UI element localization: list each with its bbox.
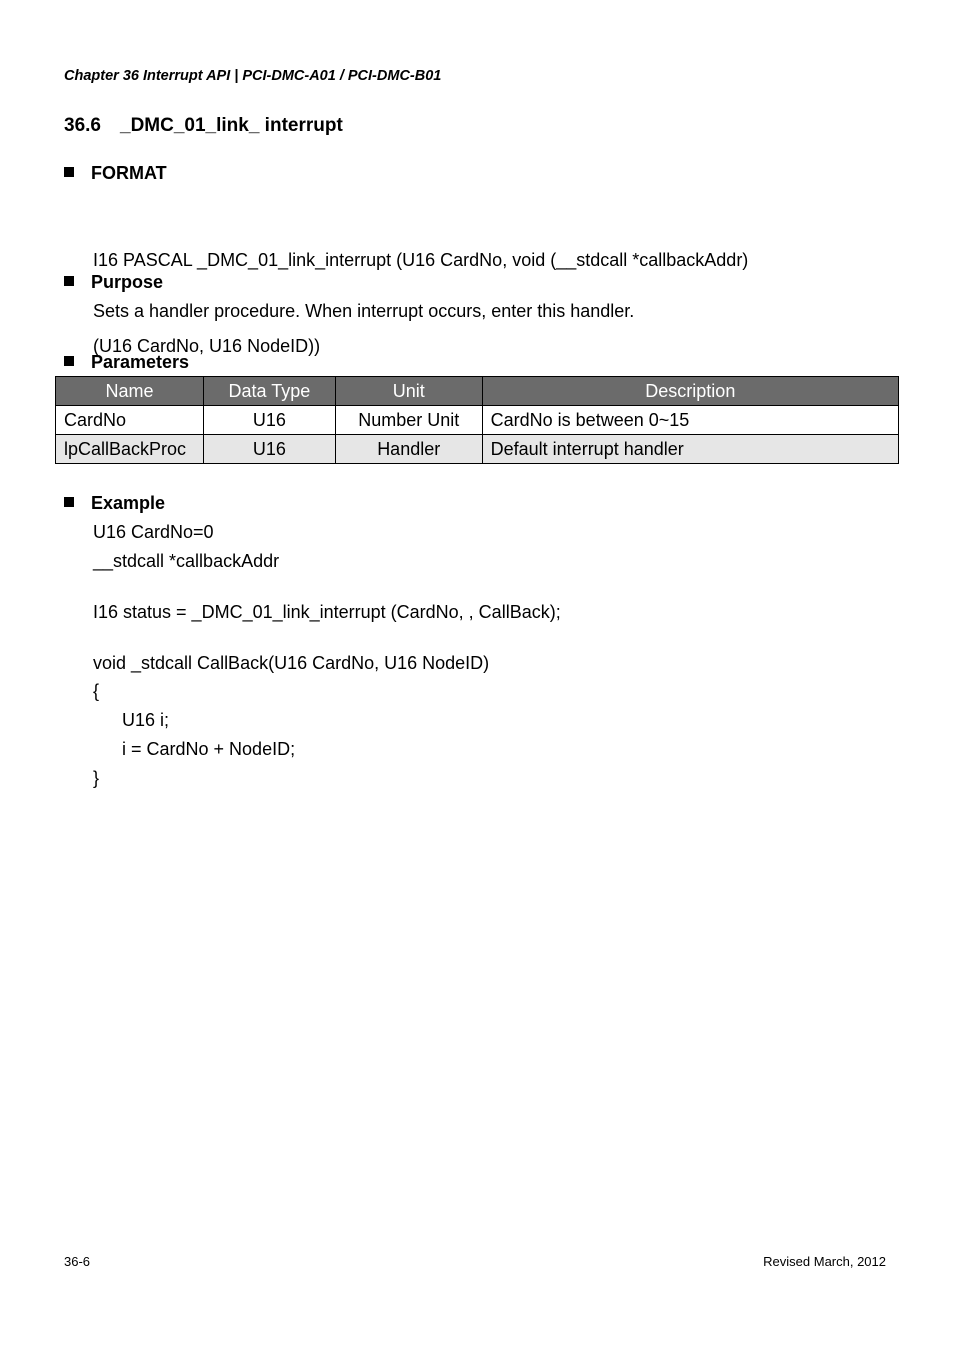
param-type: U16 xyxy=(203,406,335,435)
page-number: 36-6 xyxy=(64,1254,91,1269)
square-bullet-icon xyxy=(64,167,74,177)
table-row xyxy=(56,435,899,464)
purpose-heading-text: Purpose xyxy=(91,272,164,292)
example-line: } xyxy=(93,768,100,788)
param-description: Default interrupt handler xyxy=(482,435,898,464)
example-line: I16 status = _DMC_01_link_interrupt (CardNo, , CallBack); xyxy=(93,602,561,622)
column-header: Description xyxy=(482,377,898,406)
purpose-heading xyxy=(64,272,163,293)
format-line: (U16 CardNo, U16 NodeID)) xyxy=(93,335,321,356)
square-bullet-icon xyxy=(64,356,74,366)
table-row xyxy=(56,406,899,435)
example-line: __stdcall *callbackAddr xyxy=(93,551,280,571)
column-header: Unit xyxy=(335,377,482,406)
format-signature xyxy=(93,189,748,389)
section-title xyxy=(64,115,343,137)
param-unit: Number Unit xyxy=(335,406,482,435)
section-title-text: _DMC_01_link_ interrupt xyxy=(120,115,343,136)
example-line: { xyxy=(93,681,100,701)
example-line: void _stdcall CallBack(U16 CardNo, U16 NodeID) xyxy=(93,653,490,673)
format-line: I16 PASCAL _DMC_01_link_interrupt (U16 CardNo, void (__stdcall *callbackAddr) xyxy=(93,250,749,270)
example-line: U16 i; xyxy=(122,710,170,730)
purpose-text: Sets a handler procedure. When interrupt occurs, enter this handler. xyxy=(93,301,635,321)
format-heading-text: FORMAT xyxy=(91,163,167,183)
param-name: lpCallBackProc xyxy=(56,435,204,464)
param-description: CardNo is between 0~15 xyxy=(482,406,898,435)
param-name: CardNo xyxy=(56,406,204,435)
example-heading xyxy=(64,493,165,514)
table-header-row xyxy=(56,377,899,406)
column-header: Data Type xyxy=(203,377,335,406)
parameters-heading-text: Parameters xyxy=(91,352,190,372)
parameters-heading xyxy=(64,352,189,373)
format-heading xyxy=(64,163,167,184)
example-line: i = CardNo + NodeID; xyxy=(122,739,296,759)
param-type: U16 xyxy=(203,435,335,464)
column-header: Name xyxy=(56,377,204,406)
parameters-table xyxy=(55,376,899,464)
section-number: 36.6 xyxy=(64,115,101,136)
example-heading-text: Example xyxy=(91,493,166,513)
revision-date: Revised March, 2012 xyxy=(763,1254,886,1269)
square-bullet-icon xyxy=(64,497,74,507)
param-unit: Handler xyxy=(335,435,482,464)
example-line: U16 CardNo=0 xyxy=(93,522,214,542)
square-bullet-icon xyxy=(64,276,74,286)
running-header: Chapter 36 Interrupt API | PCI-DMC-A01 / PCI-DMC-B01 xyxy=(64,68,442,84)
